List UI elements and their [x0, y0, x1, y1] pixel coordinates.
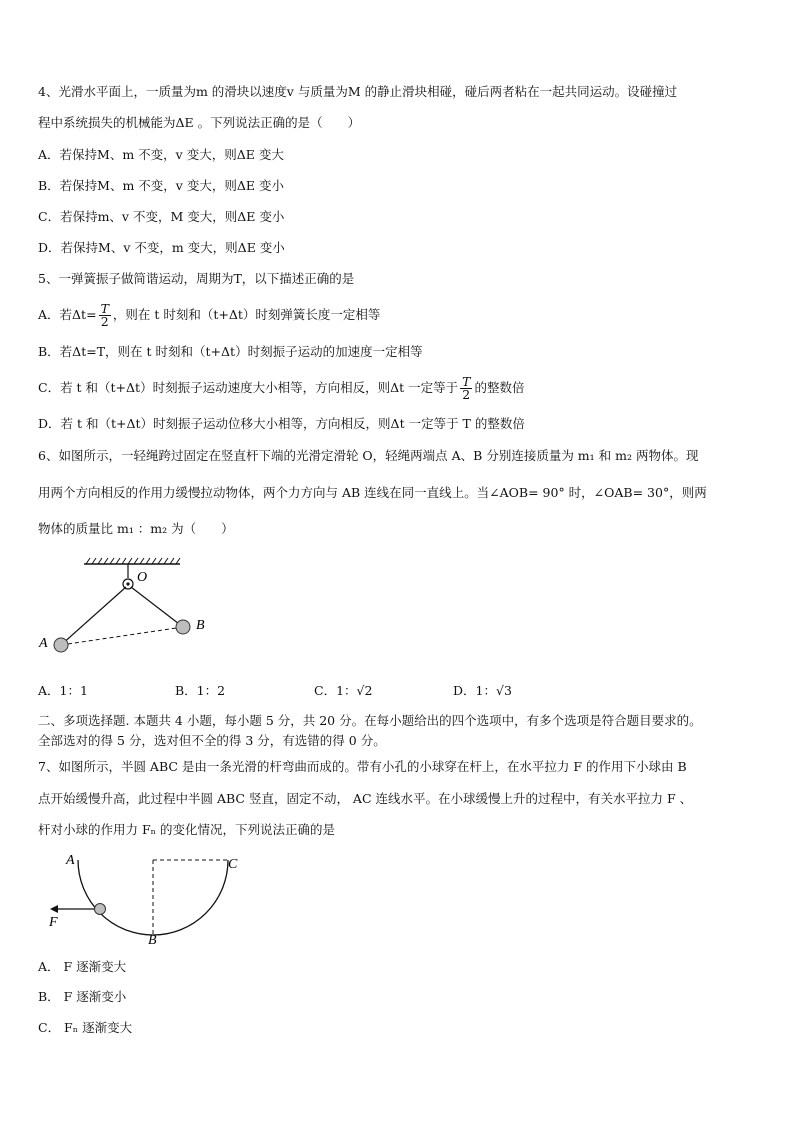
- fig6-label-b: B: [196, 618, 205, 633]
- q7-option-b: B． F 逐渐变小: [38, 989, 127, 1004]
- q6-pulley-figure: [40, 556, 210, 658]
- fig6-label-a: A: [39, 636, 48, 651]
- q5-option-a-suffix: ，则在 t 时刻和（t+Δt）时刻弹簧长度一定相等: [112, 307, 381, 322]
- fig7-label-a: A: [66, 853, 75, 868]
- q7-option-a: A． F 逐渐变大: [38, 959, 127, 974]
- q4-stem-line2: 程中系统损失的机械能为ΔE 。下列说法正确的是（ ）: [38, 115, 361, 130]
- q4-stem-line1: 4、光滑水平面上，一质量为m 的滑块以速度v 与质量为M 的静止滑块相碰，碰后两者粘在一起共同运动。设碰撞过: [38, 84, 678, 99]
- q6-stem-line2: 用两个方向相反的作用力缓慢拉动物体，两个力方向与 AB 连线在同一直线上。当∠AOB= 90° 时，∠OAB= 30°，则两: [38, 485, 707, 500]
- fig6-label-o: O: [137, 570, 148, 585]
- fig7-label-b: B: [148, 933, 157, 948]
- q6-stem-line3: 物体的质量比 m₁ ：m₂ 为（ ）: [38, 521, 234, 536]
- q7-option-c: C． Fₙ 逐渐变大: [38, 1020, 133, 1035]
- fig7-label-f: F: [49, 915, 58, 930]
- q7-semicircle-figure: [44, 850, 254, 950]
- q6-option-a: A．1：1: [38, 683, 88, 698]
- q7-stem-line1: 7、如图所示，半圆 ABC 是由一条光滑的杆弯曲而成的。带有小孔的小球穿在杆上，在水平拉力 F 的作用下小球由 B: [38, 759, 687, 774]
- q4-option-b: B．若保持M、m 不变，v 变大，则ΔE 变小: [38, 178, 284, 193]
- q5-option-a-fraction: [99, 303, 111, 328]
- fraction-denominator: 2: [100, 314, 109, 329]
- q6-option-c: C．1：√2: [314, 683, 373, 698]
- q4-option-a: A．若保持M、m 不变，v 变大，则ΔE 变大: [38, 147, 284, 162]
- q4-option-c: C．若保持m、v 不变，M 变大，则ΔE 变小: [38, 209, 285, 224]
- q7-stem-line2: 点开始缓慢升高，此过程中半圆 ABC 竖直，固定不动， AC 连线水平。在小球缓慢上升的过程中，有关水平拉力 F 、: [38, 791, 693, 806]
- q6-stem-line1: 6、如图所示，一轻绳跨过固定在竖直杆下端的光滑定滑轮 O，轻绳两端点 A、B 分别连接质量为 m₁ 和 m₂ 两物体。现: [38, 448, 699, 463]
- q6-option-b: B．1：2: [175, 683, 226, 698]
- q5-option-b: B．若Δt=T，则在 t 时刻和（t+Δt）时刻振子运动的加速度一定相等: [38, 344, 423, 359]
- q6-option-d: D．1：√3: [453, 683, 512, 698]
- q5-option-a-prefix: A．若Δt=: [38, 307, 97, 322]
- q4-option-d: D．若保持M、v 不变，m 变大，则ΔE 变小: [38, 240, 285, 255]
- fraction-numerator: T: [462, 374, 471, 389]
- q5-option-a: [38, 303, 380, 328]
- q5-stem: 5、一弹簧振子做简谐运动，周期为T，以下描述正确的是: [38, 271, 355, 286]
- q5-option-c: [38, 376, 524, 401]
- q5-option-d: D．若 t 和（t+Δt）时刻振子运动位移大小相等，方向相反，则Δt 一定等于 T 的整数倍: [38, 416, 525, 431]
- section2-header-line1: 二、多项选择题. 本题共 4 小题，每小题 5 分，共 20 分。在每小题给出的四个选项中，有多个选项是符合题目要求的。: [38, 713, 702, 728]
- section2-header-line2: 全部选对的得 5 分，选对但不全的得 3 分，有选错的得 0 分。: [38, 733, 386, 748]
- fig7-label-c: C: [228, 857, 238, 872]
- q5-option-c-fraction: [460, 376, 472, 401]
- fraction-numerator: T: [100, 301, 109, 316]
- q5-option-c-prefix: C．若 t 和（t+Δt）时刻振子运动速度大小相等，方向相反，则Δt 一定等于: [38, 380, 459, 395]
- fraction-denominator: 2: [462, 387, 471, 402]
- q5-option-c-suffix: 的整数倍: [474, 380, 525, 395]
- q7-stem-line3: 杆对小球的作用力 Fₙ 的变化情况，下列说法正确的是: [38, 822, 336, 837]
